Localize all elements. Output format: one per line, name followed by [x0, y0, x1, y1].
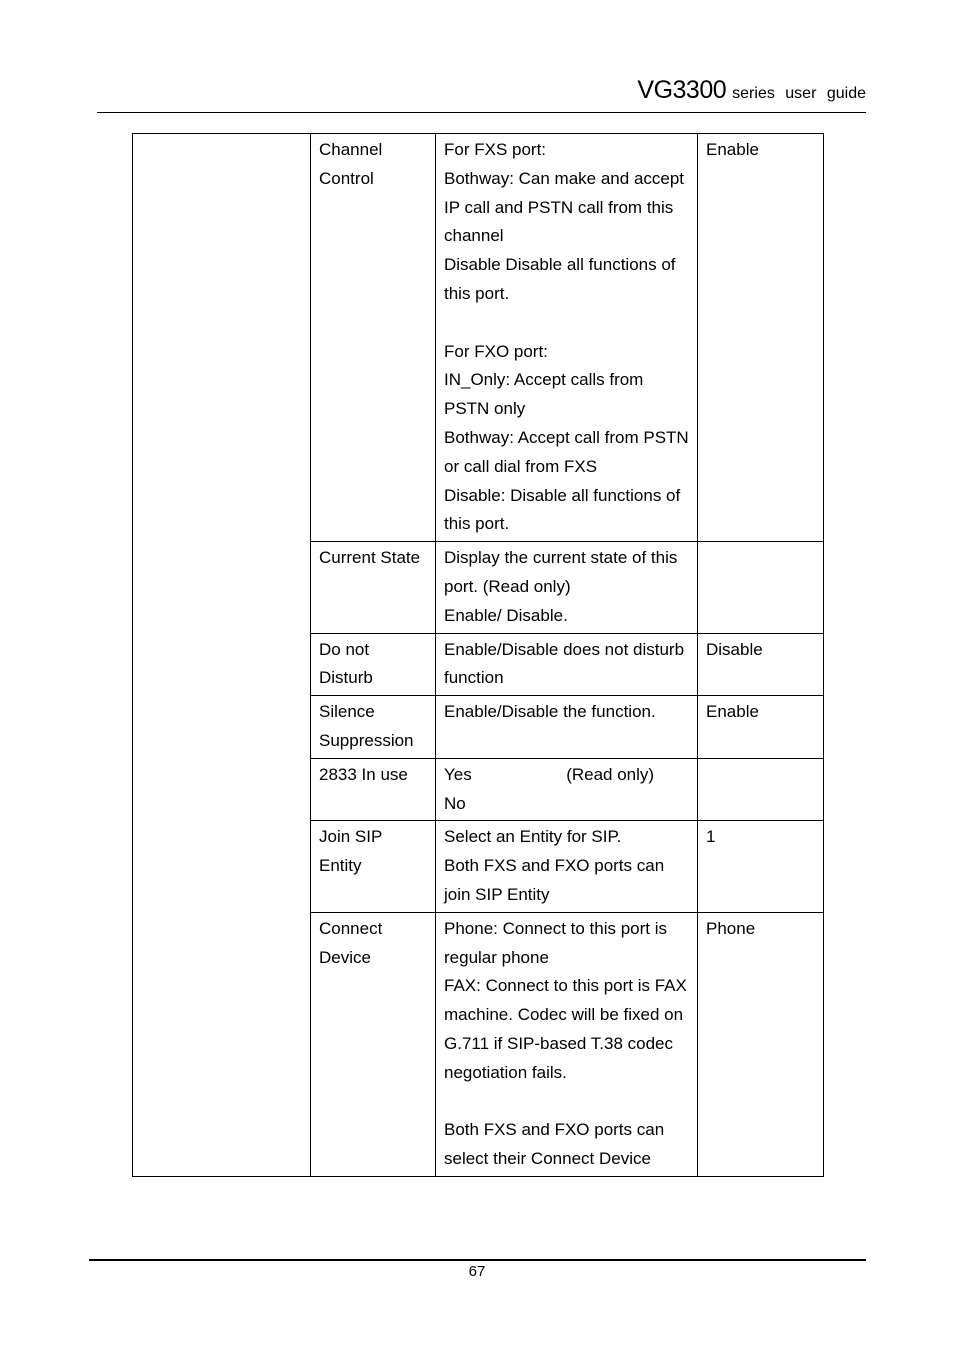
header-subtitle: series user guide [732, 85, 866, 102]
parameter-table-body [133, 134, 824, 1177]
parameter-default: Enable [698, 134, 824, 542]
description-line: Enable/Disable does not disturb function [444, 639, 689, 688]
parameter-description [436, 134, 698, 542]
description-line: Phone: Connect to this port is regular phone [444, 918, 672, 967]
description-line: Both FXS and FXO ports can join SIP Entity [444, 856, 669, 904]
description-line: For FXS port: [444, 140, 547, 159]
description-line: Enable/ Disable. [444, 605, 568, 625]
parameter-name: Current State [311, 542, 436, 633]
description-line: Enable/Disable the function. [444, 702, 656, 722]
page-header [97, 76, 866, 113]
description-line: No [444, 793, 466, 813]
description-line: Bothway: Can make and accept IP call and PSTN call from this channel [444, 168, 689, 246]
parameter-name: Connect Device [311, 912, 436, 1176]
description-line [444, 1088, 690, 1117]
parameter-description [436, 633, 698, 696]
parameter-table [132, 133, 824, 1177]
description-line: FAX: Connect to this port is FAX machine. Codec will be fixed on G.711 if SIP-based T.38 codec negotiation fails. [444, 976, 692, 1082]
description-line: Display the current state of this port. (Read only) [444, 548, 683, 596]
page-number: 67 [468, 1263, 486, 1280]
parameter-default: 1 [698, 821, 824, 912]
parameter-default: Phone [698, 912, 824, 1176]
description-line [444, 309, 690, 338]
group-cell [133, 134, 311, 1177]
parameter-description [436, 542, 698, 633]
parameter-default [698, 758, 824, 821]
description-line: Disable: Disable all functions of this port. [444, 485, 685, 534]
description-line: Select an Entity for SIP. [444, 827, 622, 847]
parameter-description [436, 758, 698, 821]
parameter-description [436, 821, 698, 912]
parameter-default [698, 542, 824, 633]
description-line: For FXO port: [444, 341, 548, 361]
parameter-name: Channel Control [311, 134, 436, 542]
description-line: Yes (Read only) [444, 764, 655, 784]
description-line: Bothway: Accept call from PSTN or call dial from FXS [444, 427, 694, 476]
parameter-default: Enable [698, 696, 824, 759]
parameter-description [436, 912, 698, 1176]
parameter-name: Do not Disturb [311, 633, 436, 696]
parameter-name: Silence Suppression [311, 696, 436, 759]
footer-divider [89, 1259, 866, 1261]
parameter-name: Join SIP Entity [311, 821, 436, 912]
parameter-name: 2833 In use [311, 758, 436, 821]
description-line: Disable Disable all functions of this port. [444, 255, 681, 303]
product-name: VG3300 [637, 76, 727, 104]
parameter-description [436, 696, 698, 759]
parameter-default: Disable [698, 633, 824, 696]
description-line: Both FXS and FXO ports can select their Connect Device [444, 1120, 669, 1169]
description-line: IN_Only: Accept calls from PSTN only [444, 370, 649, 419]
table-row [133, 134, 824, 542]
